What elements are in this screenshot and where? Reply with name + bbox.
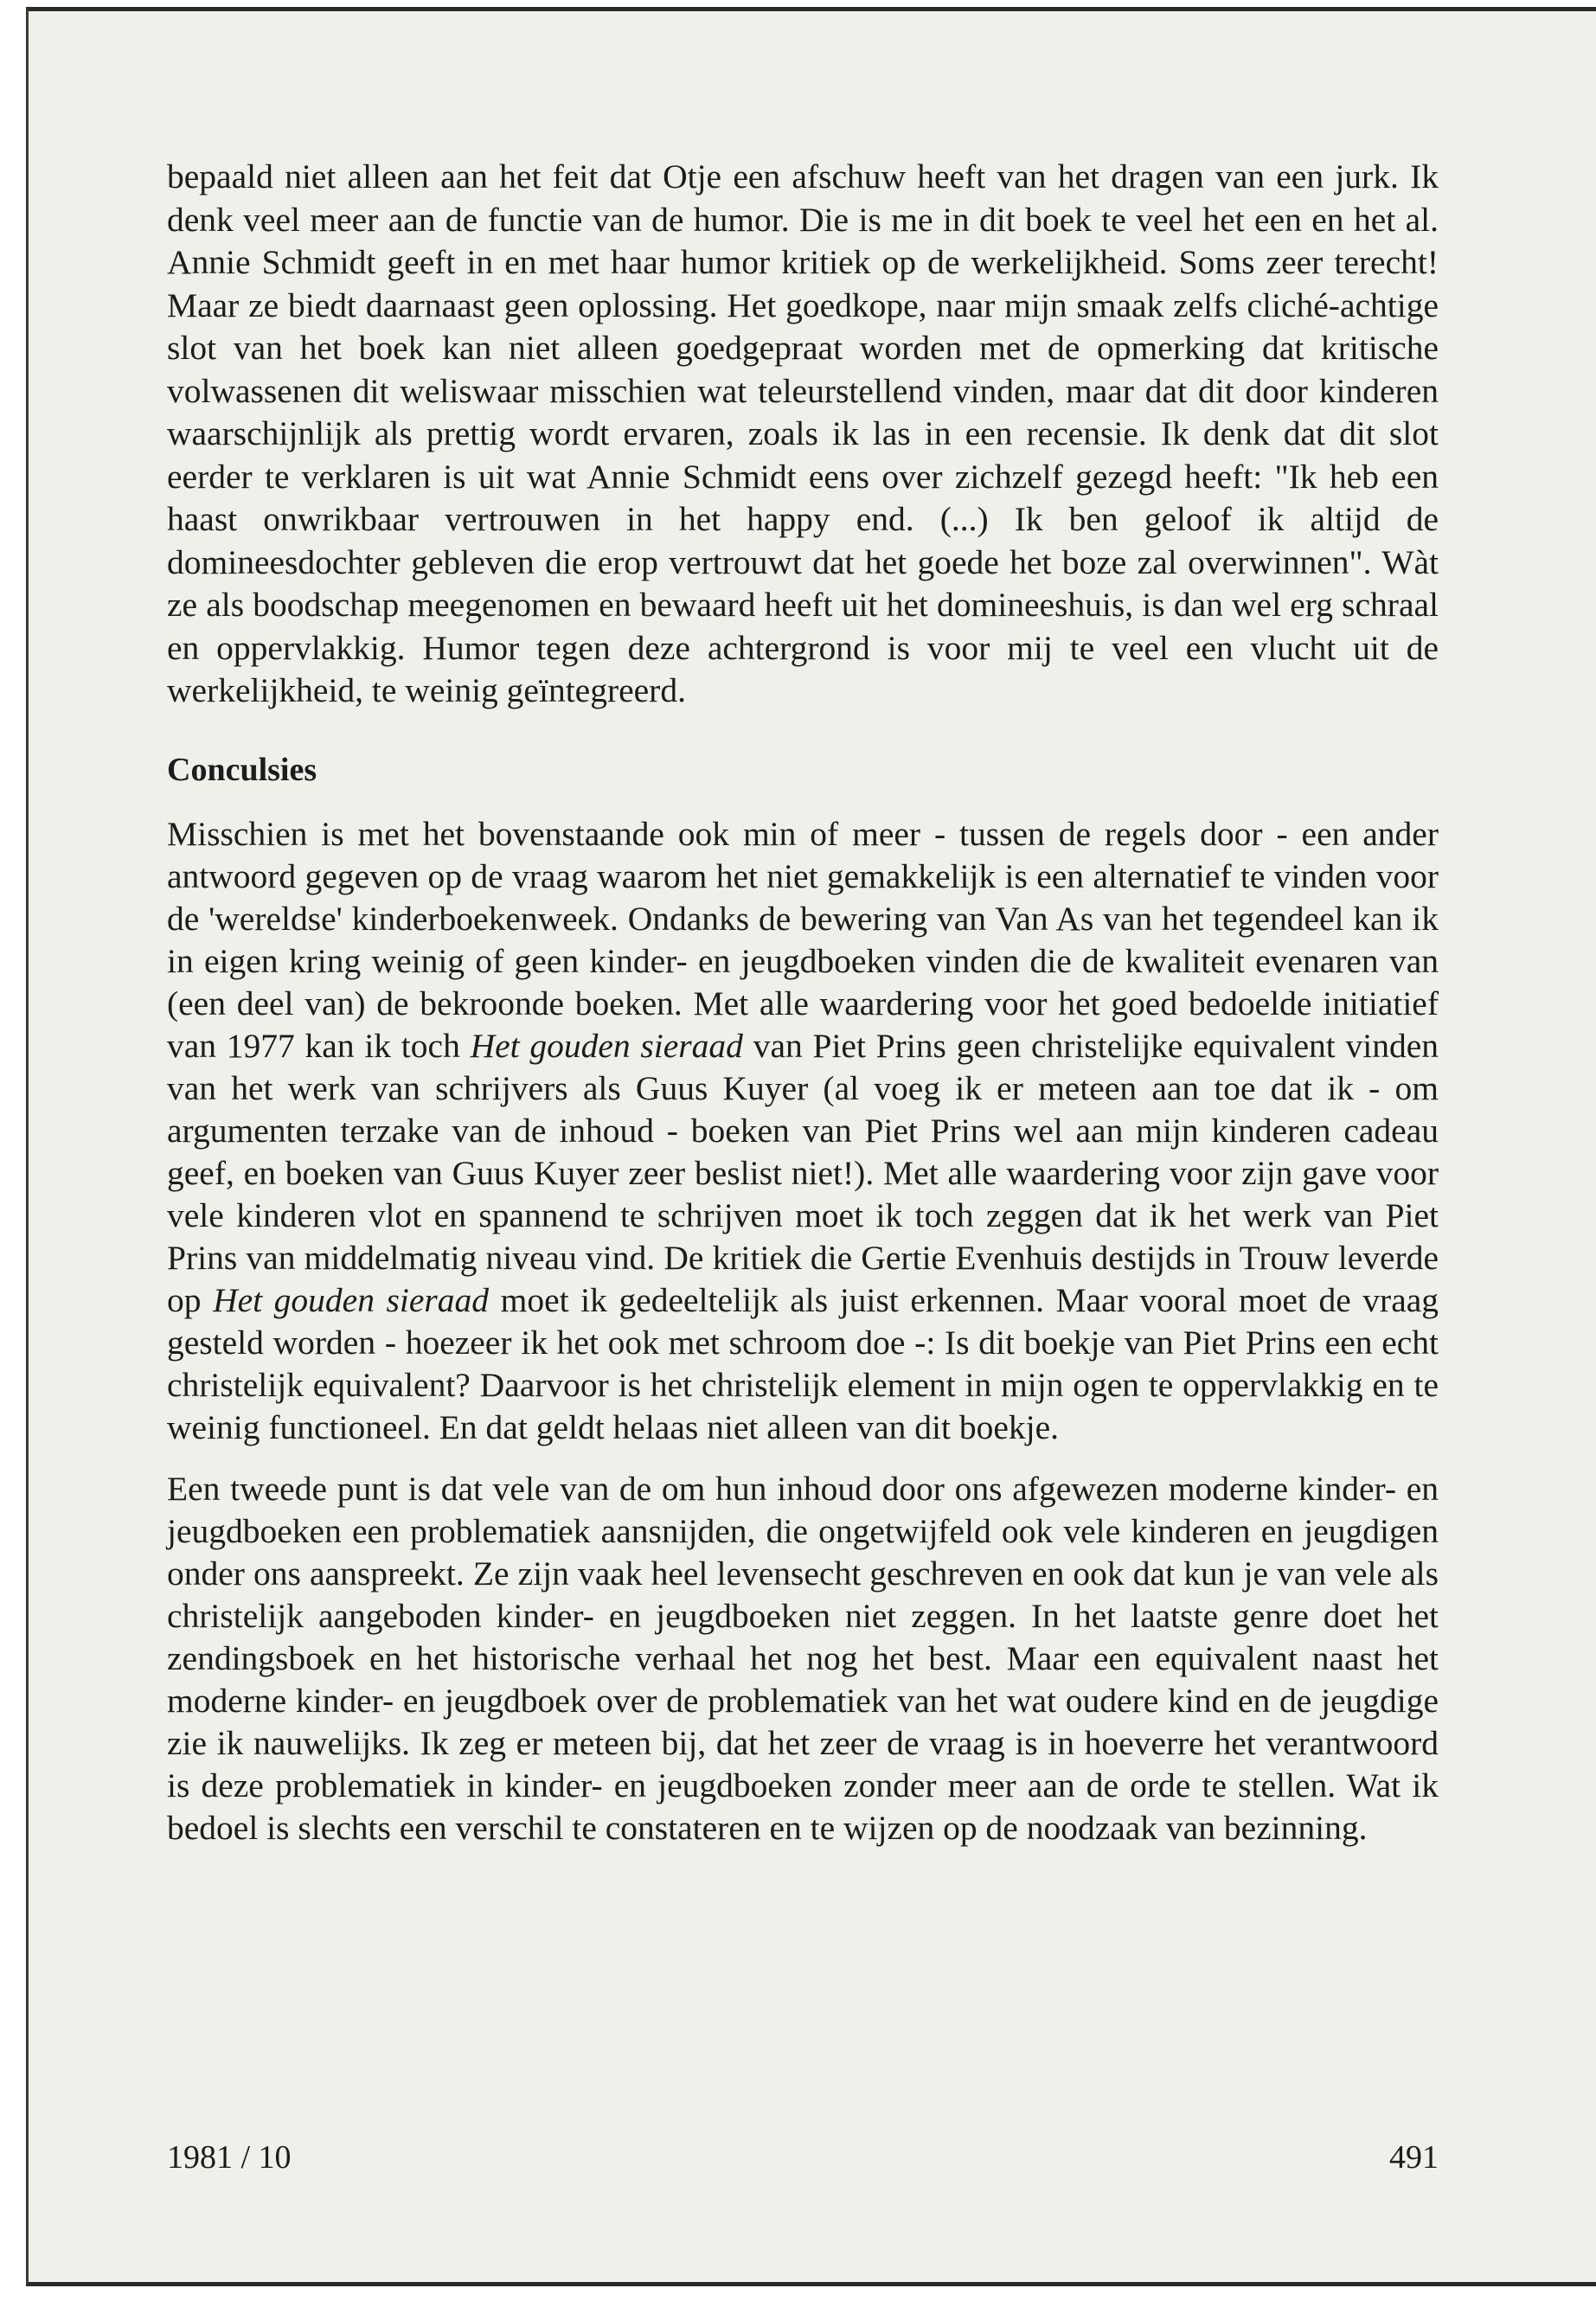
paragraph-text: moet ik gedeeltelijk als juist erkennen. Maar vooral moet de vraag gesteld worden - hoezeer ik het ook met schroom doe -: Is dit boekje van Piet Prins een echt christelijk equivalent? Daarvoor is het christelijk element in mijn ogen te oppervlakkig en te weinig functioneel. En dat geldt helaas niet alleen van dit boekje.	[167, 1280, 1439, 1446]
section-heading: Conculsies	[167, 751, 317, 788]
book-title: Het gouden sieraad	[470, 1026, 743, 1065]
paragraph-humor: bepaald niet alleen aan het feit dat Otje een afschuw heeft van het dragen van een jurk. Ik denk veel meer aan de functie van de humor. Die is me in dit boek te veel het een en het al. Annie Schmidt geeft in en met haar humor kritiek op de werkelijkheid. Soms zeer terecht! Maar ze biedt daarnaast geen oplossing. Het goedkope, naar mijn smaak zelfs cliché-achtige slot van het boek kan niet alleen goedgepraat worden met de opmerking dat kritische volwassenen dit weliswaar misschien wat teleurstellend vinden, maar dat dit door kinderen waarschijnlijk als prettig wordt ervaren, zoals ik las in een recensie. Ik denk dat dit slot eerder te verklaren is uit wat Annie Schmidt eens over zichzelf gezegd heeft: "Ik heb een haast onwrikbaar vertrouwen in het happy end. (...) Ik ben geloof ik altijd de domineesdochter gebleven die erop vertrouwt dat het goede het boze zal overwinnen". Wàt ze als boodschap meegenomen en bewaard heeft uit het domineeshuis, is dan wel erg schraal en oppervlakkig. Humor tegen deze achtergrond is voor mij te veel een vlucht uit de werkelijkheid, te weinig geïntegreerd.	[167, 157, 1439, 709]
paragraph-alternative	[167, 813, 1439, 1449]
article-body	[167, 156, 1439, 1849]
paragraph-text: Misschien is met het bovenstaande ook min of meer - tussen de regels door - een ander antwoord gegeven op de vraag waarom het niet gemakkelijk is een alternatief te vinden voor de 'wereldse' kinderboekenweek. Ondanks de bewering van Van As van het tegendeel kan ik in eigen kring weinig of geen kinder- en jeugdboeken vinden die de kwaliteit evenaren van (een deel van) de bekroonde boeken. Met alle waardering voor het goed bedoelde initiatief van 1977 kan ik toch	[167, 814, 1439, 1065]
issue-number: 1981 / 10	[167, 2139, 292, 2176]
paragraph-second-point: Een tweede punt is dat vele van de om hun inhoud door ons afgewezen moderne kinder- en jeugdboeken een problematiek aansnijden, die ongetwijfeld ook vele kinderen en jeugdigen onder ons aanspreekt. Ze zijn vaak heel levensecht geschreven en ook dat kun je van vele als christelijk aangeboden kinder- en jeugdboeken niet zeggen. In het laatste genre doet het zendingsboek en het historische verhaal het nog het best. Maar een equivalent naast het moderne kinder- en jeugdboek over de problematiek van het wat oudere kind en de jeugdige zie ik nauwelijks. Ik zeg er meteen bij, dat het zeer de vraag is in hoeverre het verantwoord is deze problematiek in kinder- en jeugdboeken zonder meer aan de orde te stellen. Wat ik bedoel is slechts een verschil te constateren en te wijzen op de noodzaak van bezinning.	[167, 1469, 1439, 1847]
book-title: Het gouden sieraad	[213, 1280, 490, 1319]
page-number: 491	[1389, 2139, 1439, 2176]
paragraph-spacer	[167, 1449, 1439, 1468]
paragraph-text: van Piet Prins geen christelijke equivalent vinden van het werk van schrijvers als Guus Kuyer (al voeg ik er meteen aan toe dat ik - om argumenten terzake van de inhoud - boeken van Piet Prins wel aan mijn kinderen cadeau geef, en boeken van Guus Kuyer zeer beslist niet!). Met alle waardering voor zijn gave voor vele kinderen vlot en spannend te schrijven moet ik toch zeggen dat ik het werk van Piet Prins van middelmatig niveau vind. De kritiek die Gertie Evenhuis destijds in Trouw leverde op	[167, 1026, 1439, 1319]
